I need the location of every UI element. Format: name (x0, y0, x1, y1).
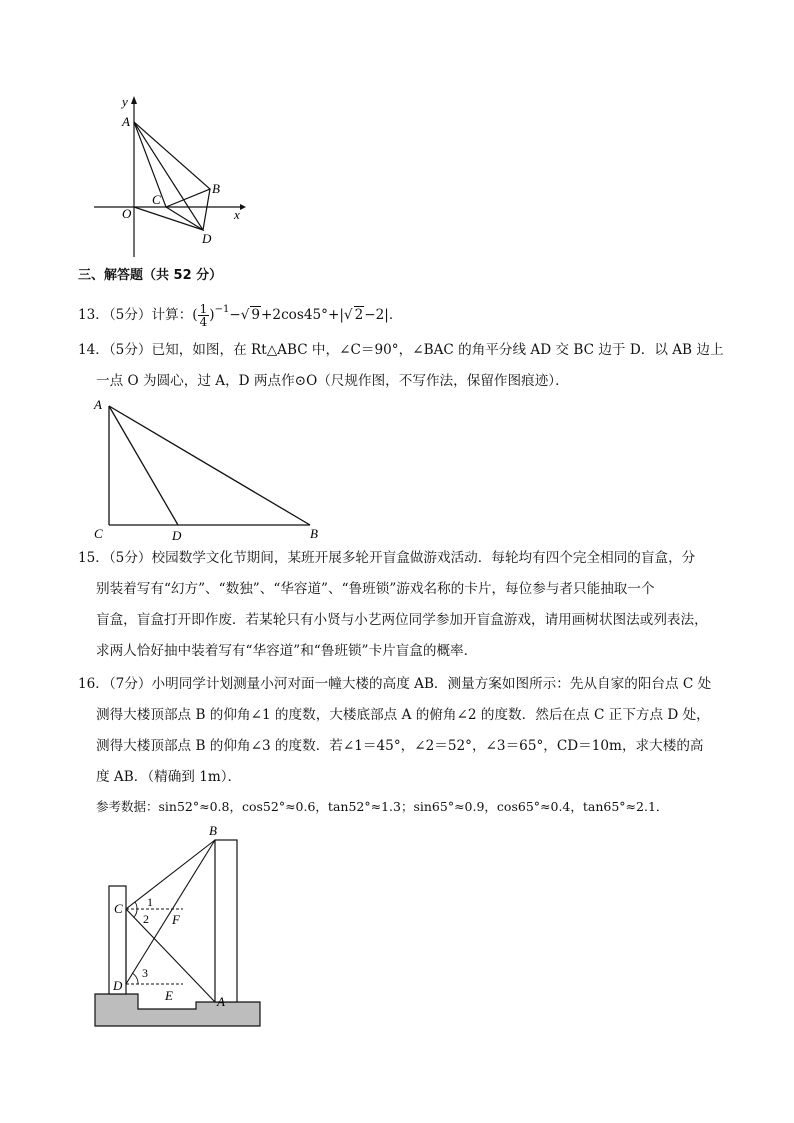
building-figure (88, 822, 268, 1032)
angle-1-arc (135, 902, 137, 909)
q13-part1: − (229, 307, 241, 323)
label-angle-2: 2 (143, 912, 149, 926)
label-x: x (234, 207, 240, 222)
segment-cd (166, 207, 203, 230)
label-o: O (122, 206, 132, 221)
question-13: 13．（5分）计算：( $\frac{1}{4}$ )$^{-1}$−√ 9+2cos45°+|√ 2−2|． (78, 302, 403, 329)
section-title: 三、解答题（共 52 分） (78, 268, 223, 283)
question-15-line2: 别装着写有“幻方”、“数独”、“华容道”、“鲁班锁”游戏名称的卡片，每位参与者只能抽取一个 (96, 581, 655, 597)
q13-prefix: 13．（5分）计算：( (78, 307, 198, 323)
line-cb (126, 840, 215, 909)
question-15-line3: 盲盒，盲盒打开即作废．若某轮只有小贤与小艺两位同学参加开盲盒游戏，请用画树状图法或列表法， (96, 612, 708, 628)
angle-3-arc (132, 973, 138, 984)
question-14-line1: 14．（5分）已知，如图，在 Rt△ABC 中，∠C＝90°，∠BAC 的角平分线 AD 交 BC 边于 D．以 AB 边上 (78, 342, 724, 358)
q13-radicand-2: 2 (354, 307, 364, 323)
x-arrow (240, 204, 246, 210)
question-16-line2: 测得大楼顶部点 B 的仰角∠1 的度数，大楼底部点 A 的俯角∠2 的度数．然后在点 C 正下方点 D 处， (96, 707, 710, 723)
q13-radicand-1: 9 (251, 307, 261, 323)
coordinate-figure (90, 92, 260, 262)
label-d: D (172, 528, 182, 543)
triangle-acb (134, 122, 210, 207)
label-c: C (152, 192, 161, 207)
question-16-line4: 度 AB．（精确到 1m）． (96, 769, 242, 785)
label-angle-1: 1 (147, 895, 153, 909)
q13-part2: +2cos45°+| (261, 307, 344, 323)
question-16-reference-data: 参考数据：sin52°≈0.8，cos52°≈0.6，tan52°≈1.3；sin65°≈0.9，cos65°≈0.4，tan65°≈2.1． (96, 799, 669, 814)
y-arrow (131, 96, 137, 104)
triangle-figure (88, 395, 328, 543)
label-b: B (310, 526, 318, 541)
label-c: C (114, 901, 123, 916)
q13-fraction (198, 303, 210, 328)
label-e: E (165, 988, 173, 1003)
q13-exponent: −1 (214, 304, 230, 315)
label-d: D (113, 978, 123, 993)
label-y: y (122, 94, 128, 109)
label-angle-3: 3 (142, 966, 148, 980)
label-f: F (172, 912, 180, 927)
label-d: D (202, 231, 212, 246)
label-a: A (94, 397, 102, 412)
tall-building (215, 840, 237, 1002)
question-15-line4: 求两人恰好抽中装着写有“华容道”和“鲁班锁”卡片盲盒的概率． (96, 643, 478, 659)
label-c: C (94, 526, 103, 541)
question-16-line1: 16．（7分）小明同学计划测量小河对面一幢大楼的高度 AB．测量方案如图所示：先从自家的阳台点 C 处 (78, 676, 712, 692)
label-a: A (122, 114, 130, 129)
segment-ad (109, 406, 178, 525)
label-a: A (217, 994, 225, 1009)
label-b: B (209, 823, 217, 838)
line-db (126, 840, 215, 984)
label-b: B (212, 181, 220, 196)
segments-ad-od (134, 122, 203, 230)
q13-frac-den: 4 (199, 315, 208, 329)
segment-bd (203, 189, 210, 230)
segment-ab (109, 406, 310, 525)
angle-2-arc (134, 909, 137, 917)
question-14-line2: 一点 O 为圆心，过 A，D 两点作⊙O（尺规作图，不写作法，保留作图痕迹）． (96, 373, 569, 389)
question-15-line1: 15．（5分）校园数学文化节期间，某班开展多轮开盲盒做游戏活动．每轮均有四个完全相同的盲盒，分 (78, 550, 696, 566)
q13-part3: −2|． (364, 307, 403, 323)
question-16-line3: 测得大楼顶部点 B 的仰角∠3 的度数．若∠1＝45°，∠2＝52°，∠3＝65°，CD＝10m，求大楼的高 (96, 738, 704, 754)
q13-frac-num: 1 (199, 302, 208, 316)
